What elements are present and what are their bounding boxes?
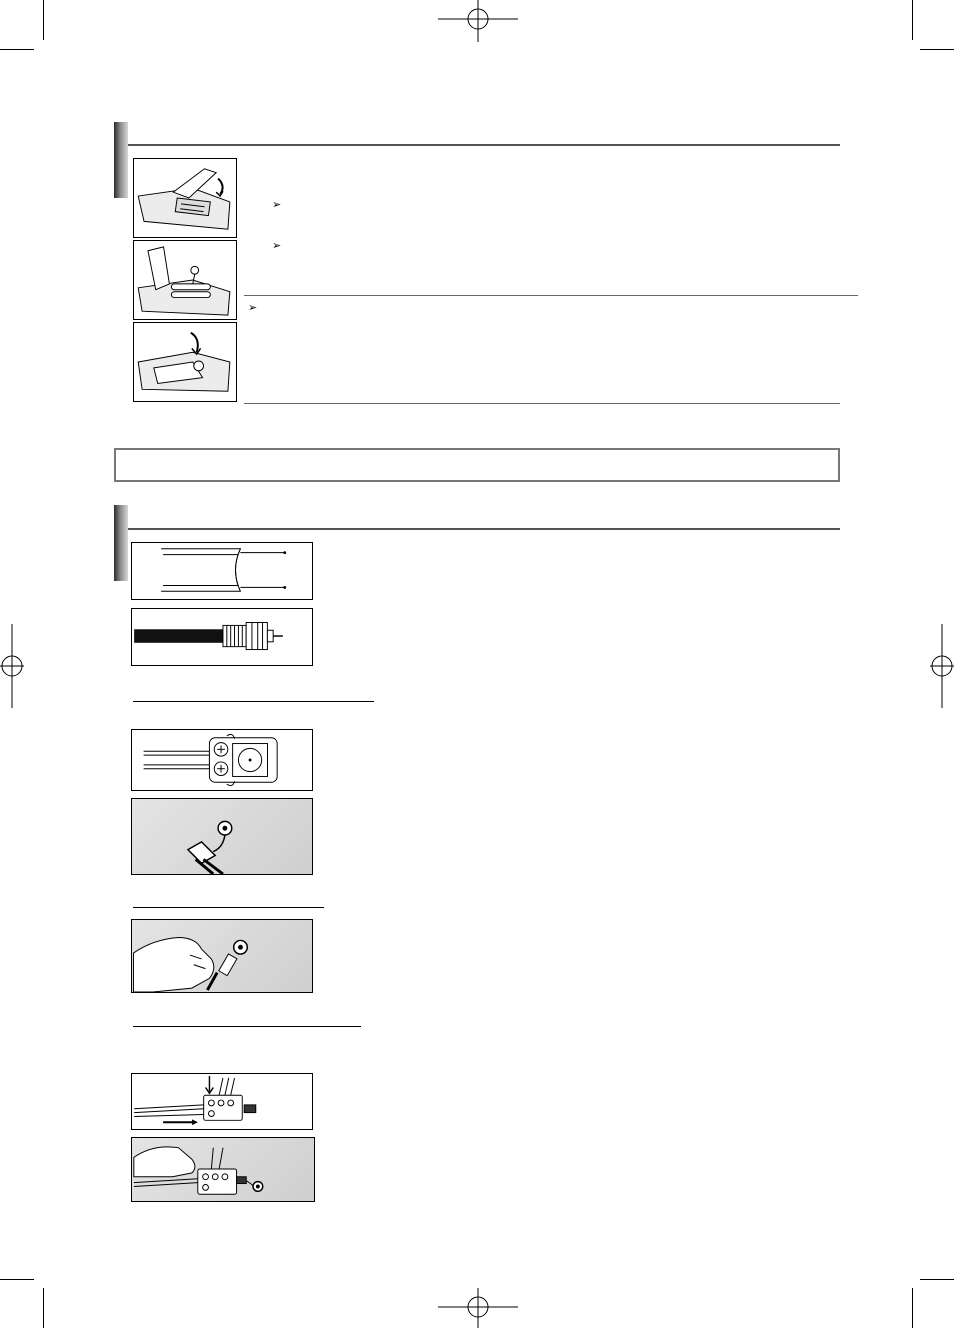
section-marker-batteries <box>114 122 128 198</box>
splitter-icon <box>132 1074 312 1129</box>
splitter-wall-icon <box>132 1138 314 1201</box>
splitter-wall-figure <box>131 1137 315 1202</box>
remote-batteries-icon <box>134 241 236 319</box>
section-rule-batteries <box>128 144 840 146</box>
note-icon: ➢ <box>272 199 282 211</box>
note-icon: ➢ <box>272 240 282 252</box>
coaxial-cable-figure <box>131 608 313 666</box>
flat-twin-lead-figure <box>131 542 313 600</box>
registration-mark-bottom <box>438 1286 518 1328</box>
note-divider <box>244 295 858 296</box>
coaxial-cable-icon <box>132 609 312 665</box>
splitter-figure <box>131 1073 313 1130</box>
remote-cover-open-figure <box>133 158 237 238</box>
remote-batteries-figure <box>133 240 237 320</box>
subsection-rule <box>133 907 324 908</box>
antenna-in-jack-figure <box>131 798 313 875</box>
remote-cover-open-icon <box>134 159 236 237</box>
antenna-in-jack-icon <box>132 799 312 874</box>
registration-mark-right <box>930 624 954 708</box>
section-rule-antenna <box>128 528 840 530</box>
subsection-rule <box>133 701 374 702</box>
plug-into-jack-icon <box>132 920 312 992</box>
adapter-screw-icon <box>132 730 312 790</box>
note-divider <box>244 403 840 404</box>
note-icon: ➢ <box>248 302 258 314</box>
subsection-rule <box>133 1026 361 1027</box>
flat-twin-lead-icon <box>132 543 312 599</box>
section-marker-antenna <box>114 505 128 581</box>
adapter-screw-figure <box>131 729 313 791</box>
section-banner <box>114 448 840 482</box>
remote-cover-close-icon <box>134 323 236 401</box>
remote-cover-close-figure <box>133 322 237 402</box>
registration-mark-left <box>0 624 24 708</box>
registration-mark-top <box>438 0 518 44</box>
plug-into-jack-figure <box>131 919 313 993</box>
